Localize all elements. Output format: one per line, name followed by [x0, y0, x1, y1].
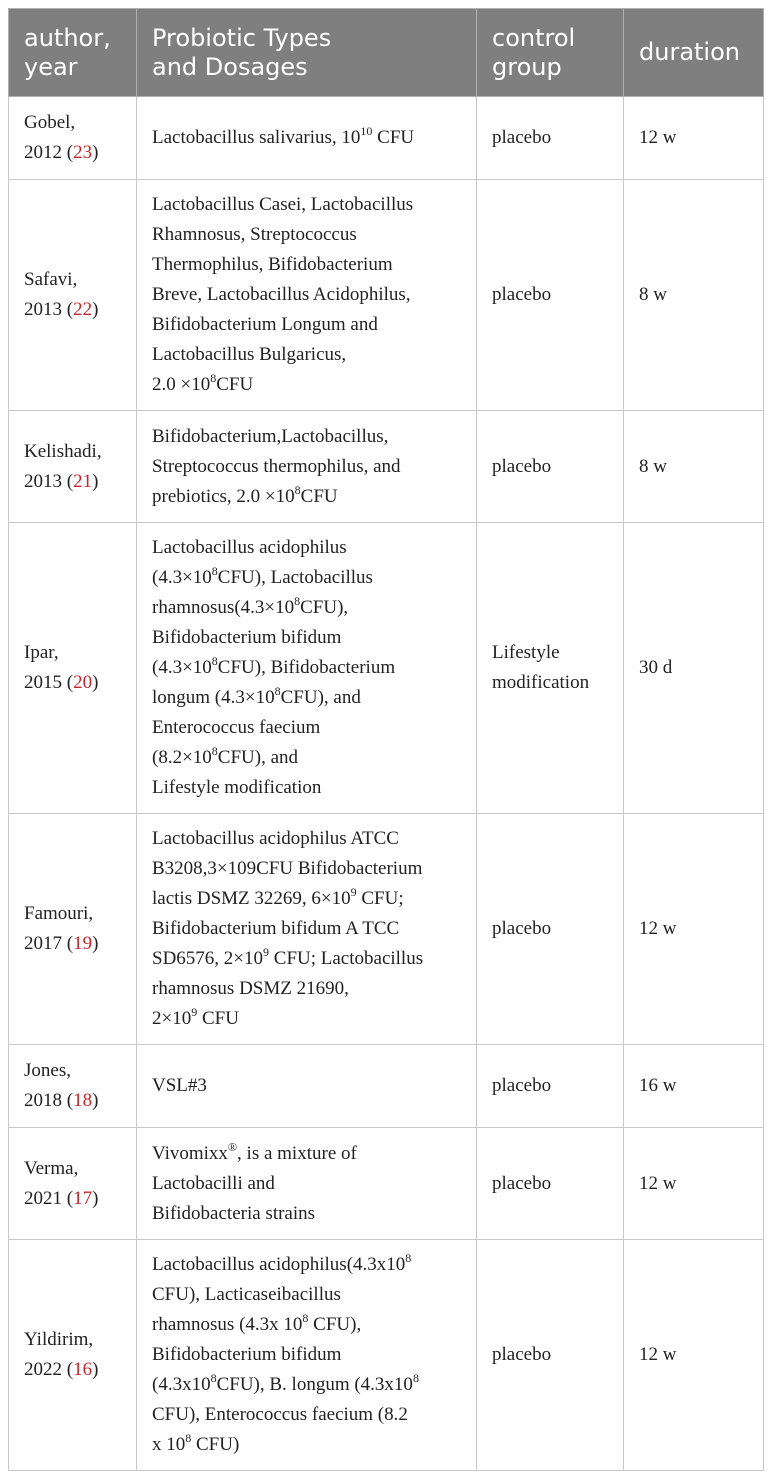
author-name: Safavi, — [24, 269, 78, 290]
cell-control-group — [477, 1240, 624, 1471]
probiotic-line: Streptococcus thermophilus, and — [152, 455, 401, 477]
probiotic-line: $(4.3\times 10^8CFU)$, Bifidobacterium — [152, 654, 396, 678]
cell-control-group — [477, 1045, 624, 1128]
study-year: 2021 (17) — [24, 1187, 99, 1209]
control-line: placebo — [492, 918, 552, 939]
cell-author-year — [9, 523, 137, 814]
table-row — [9, 411, 764, 523]
control-line: placebo — [492, 1075, 552, 1096]
header-text: author, — [24, 23, 111, 52]
cell-author-year — [9, 1045, 137, 1128]
probiotic-line: $rhamnosus(4.3\times 10^8CFU)$, — [152, 594, 349, 618]
superscript: 8 — [405, 1251, 412, 1265]
header-text: year — [24, 52, 78, 81]
superscript: 8 — [210, 371, 217, 385]
probiotic-line: Bifidobacterium bifidum — [152, 1344, 342, 1365]
study-year: 2017 (19) — [24, 933, 99, 954]
study-year: 2013 (21) — [24, 470, 99, 492]
superscript: 8 — [294, 482, 301, 497]
probiotic-line: SD6576, $2\times 10^9$ CFU; Lactobacillus — [152, 945, 424, 969]
cell-duration: 30 d — [624, 523, 764, 814]
table-header — [9, 9, 764, 97]
reference-link[interactable]: 20 — [73, 672, 93, 693]
probiotic-line: Bifidobacterium bifidum A TCC — [152, 918, 400, 939]
control-line: placebo — [492, 1172, 552, 1194]
cell-probiotic — [137, 1240, 477, 1471]
probiotic-line: Bifidobacterium Longum and — [152, 314, 378, 335]
probiotic-line: Enterococcus faecium — [152, 717, 321, 738]
cell-author-year — [9, 1240, 137, 1471]
cell-probiotic — [137, 1128, 477, 1240]
control-line: placebo — [492, 455, 552, 477]
study-year: 2012 (23) — [24, 142, 99, 163]
study-year: 2018 (18) — [24, 1090, 99, 1111]
author-name: Verma, — [24, 1157, 79, 1179]
cell-author-year — [9, 1128, 137, 1240]
table-row — [9, 523, 764, 814]
cell-control-group — [477, 523, 624, 814]
probiotic-line: CFU), Lacticaseibacillus — [152, 1284, 341, 1305]
cell-control-group — [477, 411, 624, 523]
control-line: modification — [492, 672, 590, 693]
superscript: 8 — [274, 684, 281, 698]
cell-author-year — [9, 97, 137, 180]
probiotic-line: lactis DSMZ 32269, $6\times 10^9$ CFU; — [152, 885, 404, 909]
table-row — [9, 1128, 764, 1240]
reference-link[interactable]: 23 — [73, 142, 93, 163]
cell-duration: 8 w — [624, 180, 764, 411]
cell-probiotic — [137, 523, 477, 814]
cell-duration: 12 w — [624, 97, 764, 180]
probiotic-line: Bifidobacterium,Lactobacillus, — [152, 425, 389, 447]
study-year: 2013 (22) — [24, 299, 99, 320]
cell-author-year — [9, 411, 137, 523]
superscript: 8 — [211, 654, 218, 668]
cell-probiotic — [137, 97, 477, 180]
probiotic-line: prebiotics, $2.0 \times 10^8CFU$ — [152, 482, 338, 507]
control-line: placebo — [492, 1344, 552, 1365]
probiotic-line: longum $(4.3\times 10^8CFU)$, and — [152, 684, 361, 708]
superscript: 9 — [350, 885, 357, 899]
cell-author-year — [9, 814, 137, 1045]
control-line: placebo — [492, 127, 552, 148]
table-row — [9, 1045, 764, 1128]
cell-probiotic — [137, 1045, 477, 1128]
superscript: 8 — [211, 564, 218, 578]
probiotic-line: Thermophilus, Bifidobacterium — [152, 254, 393, 275]
reference-link[interactable]: 21 — [73, 470, 93, 492]
author-name: Kelishadi, — [24, 440, 102, 462]
probiotic-line: Lifestyle modification — [152, 777, 322, 798]
author-name: Gobel, — [24, 112, 76, 133]
cell-duration: 8 w — [624, 411, 764, 523]
cell-control-group — [477, 97, 624, 180]
study-year: 2015 (20) — [24, 672, 99, 693]
cell-control-group — [477, 1128, 624, 1240]
reference-link[interactable]: 16 — [73, 1359, 93, 1380]
reference-link[interactable]: 22 — [73, 299, 93, 320]
probiotic-line: Vivomixx®, is a mixture of — [152, 1139, 357, 1164]
probiotic-line: Lactobacillus Bulgaricus, — [152, 344, 347, 365]
cell-duration: 12 w — [624, 1240, 764, 1471]
superscript: 8 — [294, 594, 301, 608]
cell-duration: 12 w — [624, 814, 764, 1045]
control-line: Lifestyle — [492, 642, 560, 663]
probiotic-line: $(4.3x10^8CFU)$, B. longum ($4.3x10^8$ — [152, 1371, 419, 1395]
probiotic-line: Lactobacillus Casei, Lactobacillus — [152, 194, 414, 215]
superscript: ® — [227, 1139, 238, 1154]
probiotic-line: Lactobacillus acidophilus — [152, 537, 347, 558]
probiotic-line: Bifidobacterium bifidum — [152, 627, 342, 648]
header-duration — [624, 9, 764, 97]
table-row — [9, 97, 764, 180]
header-control-group — [477, 9, 624, 97]
author-name: Famouri, — [24, 903, 94, 924]
probiotic-line: Lactobacilli and — [152, 1172, 275, 1194]
superscript: 9 — [263, 945, 270, 959]
probiotic-line: Rhamnosus, Streptococcus — [152, 224, 357, 245]
table-row — [9, 814, 764, 1045]
superscript: 8 — [185, 1431, 192, 1445]
probiotic-line: $(4.3\times 10^8CFU)$, Lactobacillus — [152, 564, 373, 588]
probiotic-line: CFU), Enterococcus faecium (8.2 — [152, 1404, 408, 1425]
author-name: Jones, — [24, 1060, 71, 1081]
header-author-year — [9, 9, 137, 97]
probiotic-line: Lactobacillus $acidophilus(4.3x10^8$ — [152, 1251, 412, 1275]
study-year: 2022 (16) — [24, 1359, 99, 1380]
probiotic-line: Lactobacillus salivarius, $10^{10}$ CFU — [152, 124, 415, 148]
cell-probiotic — [137, 814, 477, 1045]
header-row — [9, 9, 764, 97]
header-text: duration — [639, 38, 740, 66]
probiotic-line: rhamnosus DSMZ 21690, — [152, 978, 349, 999]
table-body — [9, 97, 764, 1471]
table-row — [9, 1240, 764, 1471]
probiotic-line: B3208,3×109CFU Bifidobacterium — [152, 858, 423, 879]
cell-control-group — [477, 180, 624, 411]
header-text: group — [492, 52, 562, 81]
superscript: 8 — [412, 1371, 419, 1385]
cell-probiotic — [137, 180, 477, 411]
reference-link[interactable]: 19 — [73, 933, 93, 954]
superscript: 10 — [360, 124, 373, 138]
probiotic-line: $(8.2\times 10^8CFU)$, and — [152, 744, 299, 768]
cell-duration: 12 w — [624, 1128, 764, 1240]
control-line: placebo — [492, 284, 552, 305]
cell-duration: 16 w — [624, 1045, 764, 1128]
superscript: 8 — [211, 744, 218, 758]
header-text: control — [492, 23, 576, 52]
header-text: and Dosages — [152, 52, 308, 81]
superscript: 8 — [210, 1371, 217, 1385]
probiotic-line: Lactobacillus acidophilus ATCC — [152, 828, 399, 849]
superscript: 8 — [302, 1311, 309, 1325]
probiotic-line: $2.0 \times 10^8CFU$ — [152, 371, 254, 395]
probiotic-line: Bifidobacteria strains — [152, 1202, 316, 1224]
author-name: Ipar, — [24, 642, 59, 663]
superscript: 9 — [191, 1005, 198, 1019]
probiotic-line: x $10^8$ CFU) — [152, 1431, 240, 1455]
cell-author-year — [9, 180, 137, 411]
probiotic-studies-table — [8, 8, 764, 1471]
cell-control-group — [477, 814, 624, 1045]
probiotic-line: $2\times 10^9$ CFU — [152, 1005, 239, 1029]
reference-link[interactable]: 17 — [73, 1187, 93, 1209]
author-name: Yildirim, — [24, 1329, 94, 1350]
header-text: Probiotic Types — [152, 23, 332, 52]
probiotic-line: Breve, Lactobacillus Acidophilus, — [152, 284, 411, 305]
probiotic-line: rhamnosus (4.3x $10^8$ CFU), — [152, 1311, 362, 1335]
table-row — [9, 180, 764, 411]
reference-link[interactable]: 18 — [73, 1090, 93, 1111]
header-probiotic-types — [137, 9, 477, 97]
cell-probiotic — [137, 411, 477, 523]
probiotic-line: VSL#3 — [152, 1075, 207, 1096]
